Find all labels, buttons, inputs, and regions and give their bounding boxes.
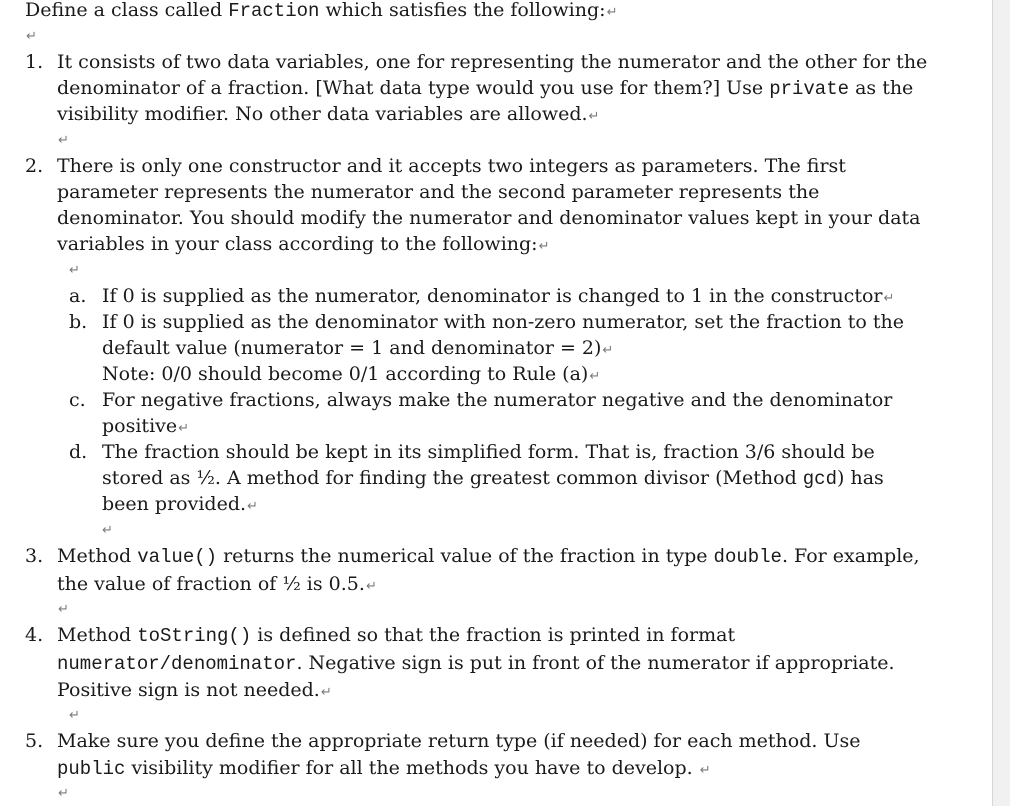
paragraph-mark-icon: ↵ (178, 421, 190, 436)
list-item-text: It consists of two data variables, one for representing the numerator and the other for the (57, 51, 928, 73)
list-number: 2. (25, 155, 44, 177)
gcd-method-code: gcd (802, 468, 837, 490)
paragraph-mark-icon: ↵ (588, 109, 600, 124)
list-item-text: Make sure you define the appropriate return type (if needed) for each method. Use (57, 730, 861, 752)
list-item-text: denominator of a fraction. [What data type would you use for them?] Use private as the (57, 77, 914, 100)
paragraph-mark-icon: ↵ (538, 239, 550, 254)
paragraph-mark-icon: ↵ (606, 5, 618, 20)
list-item-text: visibility modifier. No other data variables are allowed.↵ (57, 103, 600, 125)
public-keyword-code: public (57, 758, 126, 780)
sublist-letter: d. (69, 441, 88, 463)
paragraph-mark-icon: ↵ (58, 786, 69, 801)
sublist-item-text: Note: 0/0 should become 0/1 according to Rule (a)↵ (102, 363, 601, 385)
sublist-item-text: For negative fractions, always make the numerator negative and the denominator (102, 389, 893, 411)
sublist-letter: b. (69, 311, 88, 333)
paragraph-mark-icon: ↵ (589, 369, 601, 384)
paragraph-mark-icon: ↵ (58, 602, 69, 617)
sublist-letter: c. (69, 389, 86, 411)
paragraph-mark-icon: ↵ (58, 133, 69, 148)
tostring-method-code: toString() (137, 625, 252, 647)
list-number: 1. (25, 51, 44, 73)
sublist-item-text: If 0 is supplied as the numerator, denominator is changed to 1 in the constructor↵ (102, 285, 895, 307)
paragraph-mark-icon: ↵ (102, 523, 113, 538)
class-name-code: Fraction (228, 0, 320, 22)
sublist-item-text: If 0 is supplied as the denominator with non-zero numerator, set the fraction to the (102, 311, 904, 333)
vertical-scrollbar[interactable] (992, 0, 1010, 806)
paragraph-mark-icon: ↵ (69, 263, 80, 278)
paragraph-mark-icon: ↵ (883, 291, 895, 306)
double-type-code: double (713, 546, 782, 568)
paragraph-mark-icon: ↵ (26, 29, 37, 44)
list-item-text: numerator/denominator. Negative sign is put in front of the numerator if appropriate. (57, 652, 895, 675)
sublist-item-text: stored as ½. A method for finding the greatest common divisor (Method gcd) has (102, 467, 884, 490)
paragraph-mark-icon: ↵ (320, 685, 332, 700)
list-item-text: Method value() returns the numerical value of the fraction in type double. For example, (57, 545, 920, 568)
paragraph-mark-icon: ↵ (699, 763, 711, 778)
list-item-text: Method toString() is defined so that the fraction is printed in format (57, 624, 736, 647)
list-item-text: the value of fraction of ½ is 0.5.↵ (57, 573, 377, 595)
paragraph-mark-icon: ↵ (247, 499, 258, 514)
sublist-item-text: default value (numerator = 1 and denominator = 2)↵ (102, 337, 614, 359)
document-heading: Define a class called Fraction which satisfies the following:↵ (25, 0, 618, 22)
list-item-text: parameter represents the numerator and the second parameter represents the (57, 181, 820, 203)
list-item-text: denominator. You should modify the numerator and denominator values kept in your data (57, 207, 921, 229)
list-item-text: variables in your class according to the following:↵ (57, 233, 550, 255)
sublist-item-text: positive↵ (102, 415, 190, 437)
value-method-code: value() (137, 546, 218, 568)
sublist-item-text: The fraction should be kept in its simplified form. That is, fraction 3/6 should be (102, 441, 875, 463)
paragraph-mark-icon: ↵ (365, 579, 377, 594)
list-item-text: Positive sign is not needed.↵ (57, 679, 332, 701)
list-item-text: public visibility modifier for all the methods you have to develop. ↵ (57, 757, 711, 780)
list-number: 3. (25, 545, 44, 567)
list-number: 4. (25, 624, 44, 646)
sublist-item-text: been provided.↵ (102, 493, 258, 515)
format-code: numerator/denominator (57, 653, 297, 675)
private-keyword-code: private (769, 78, 850, 100)
list-number: 5. (25, 730, 44, 752)
sublist-letter: a. (69, 285, 87, 307)
list-item-text: There is only one constructor and it accepts two integers as parameters. The first (57, 155, 846, 177)
paragraph-mark-icon: ↵ (69, 708, 80, 723)
paragraph-mark-icon: ↵ (602, 343, 614, 358)
